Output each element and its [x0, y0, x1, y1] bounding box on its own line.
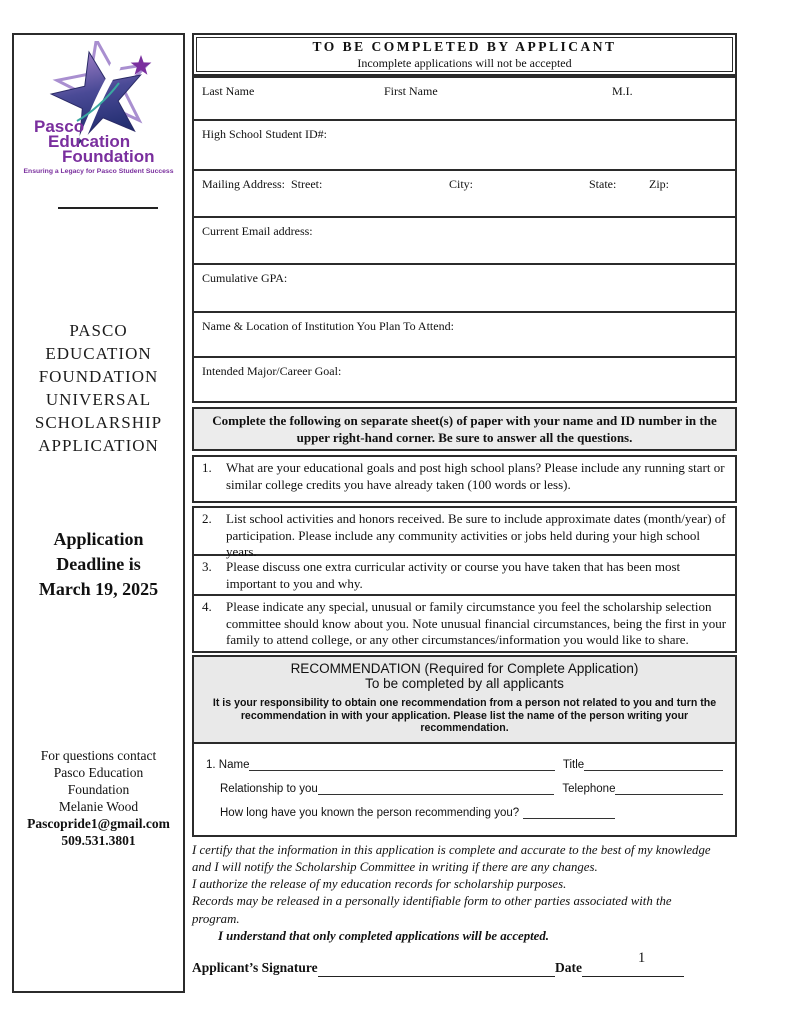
foundation-logo [20, 41, 177, 211]
zip-label: Zip: [649, 177, 669, 191]
signature-label: Applicant’s Signature [192, 960, 318, 976]
institution-label: Name & Location of Institution You Plan To Attend: [202, 319, 454, 333]
how-long-row [206, 806, 723, 819]
question-text: Please indicate any special, unusual or family circumstance you feel the scholarship selection committee should know about you. Note unusual financial circumstances, being the first in your family to attend college, or any other circumstances/information you would like to share. [226, 599, 727, 647]
question-3 [192, 556, 737, 596]
contact-line: Pasco Education [53, 765, 144, 780]
student-id-label: High School Student ID#: [202, 127, 327, 141]
recommendation-subtitle: To be completed by all applicants [365, 676, 564, 691]
date-label: Date [555, 960, 582, 976]
recommendation-section [192, 655, 737, 837]
how-long-label: How long have you known the person recommending you? [220, 806, 520, 819]
recommendation-fields [194, 744, 735, 835]
page-number: 1 [638, 950, 646, 966]
telephone-label: Telephone [562, 782, 616, 795]
major-field[interactable] [192, 358, 737, 403]
state-label: State: [589, 177, 617, 191]
question-text: Please discuss one extra curricular activity or course you have taken that has been most important to you and why. [226, 559, 681, 591]
signature-row [192, 959, 684, 976]
date-blank[interactable] [582, 963, 684, 977]
recommender-title-blank[interactable] [584, 758, 723, 771]
certification-line: I authorize the release of my education records for scholarship purposes. [192, 877, 567, 892]
contact-email: Pascopride1@gmail.com [27, 816, 170, 831]
title-line: FOUNDATION [38, 367, 159, 386]
city-label: City: [449, 177, 474, 191]
form-header-title: TO BE COMPLETED BY APPLICANT [312, 39, 617, 54]
recommender-title-label: Title [562, 758, 585, 771]
mi-label: M.I. [612, 84, 633, 98]
certification-line: I certify that the information in this application is complete and accurate to the best of my knowledge and I will notify the Scholarship Committee in writing if there are any changes. [192, 842, 711, 874]
institution-field[interactable] [192, 313, 737, 358]
recommendation-header [194, 657, 735, 744]
recommendation-title: RECOMMENDATION (Required for Complete Application) [290, 661, 639, 676]
contact-info [14, 747, 183, 849]
deadline-notice [14, 527, 183, 602]
logo-word-foundation: Foundation [62, 147, 155, 166]
relationship-row [206, 782, 723, 795]
email-field[interactable] [192, 218, 737, 265]
question-2 [192, 506, 737, 559]
how-long-blank[interactable] [523, 806, 615, 819]
email-label: Current Email address: [202, 224, 313, 238]
essay-instructions: Complete the following on separate sheet(s) of paper with your name and ID number in the upper right-hand corner. Be sure to answer all the questions. [192, 407, 737, 451]
question-text: List school activities and honors received. Be sure to include approximate dates (month/year) of participation. Please include any community activities or jobs held during your high school years. [226, 511, 726, 559]
contact-line: Foundation [67, 782, 130, 797]
gpa-field[interactable] [192, 265, 737, 313]
title-line: PASCO [69, 321, 128, 340]
deadline-date: March 19, 2025 [38, 579, 159, 599]
application-title [14, 319, 183, 457]
telephone-blank[interactable] [615, 782, 723, 795]
title-line: EDUCATION [45, 344, 152, 363]
recommender-name-label: 1. Name [206, 758, 250, 771]
title-line: SCHOLARSHIP [34, 413, 163, 432]
logo-wordmark [20, 119, 177, 164]
name-row-field[interactable] [192, 76, 737, 121]
contact-line: For questions contact [40, 748, 157, 763]
certification-emphasis: I understand that only completed applications will be accepted. [218, 928, 549, 943]
first-name-label: First Name [384, 84, 438, 98]
question-number: 4. [202, 599, 212, 614]
major-label: Intended Major/Career Goal: [202, 364, 342, 378]
recommendation-instructions: It is your responsibility to obtain one recommendation from a person not related to you and turn the recommendation in with your application. Please list the name of the person writing your recommendation. [212, 697, 717, 734]
question-text: What are your educational goals and post high school plans? Please include any running start or similar college credits you have already taken (100 words or less). [226, 460, 725, 492]
certification-statement [192, 842, 714, 977]
title-line: UNIVERSAL [45, 390, 152, 409]
relationship-label: Relationship to you [220, 782, 318, 795]
contact-name: Melanie Wood [58, 799, 139, 814]
form-header-subtitle: Incomplete applications will not be accepted [357, 56, 572, 70]
contact-phone: 509.531.3801 [61, 833, 136, 848]
logo-word-education: Education [48, 132, 131, 151]
street-label: Mailing Address: Street: [202, 177, 323, 191]
question-1 [192, 455, 737, 503]
sidebar [12, 33, 185, 993]
recommender-name-row [206, 758, 723, 771]
certification-line: Records may be released in a personally identifiable form to other parties associated with the program. [192, 894, 672, 926]
question-4 [192, 596, 737, 653]
recommender-name-blank[interactable] [249, 758, 554, 771]
title-line: APPLICATION [38, 436, 159, 455]
relationship-blank[interactable] [318, 782, 555, 795]
sidebar-divider [58, 207, 158, 209]
last-name-label: Last Name [202, 84, 255, 98]
mailing-address-field[interactable] [192, 171, 737, 218]
gpa-label: Cumulative GPA: [202, 271, 288, 285]
logo-word-pasco: Pasco [34, 117, 85, 136]
form-header-box [192, 33, 737, 76]
student-id-field[interactable] [192, 121, 737, 171]
deadline-line: Application [53, 529, 144, 549]
question-number: 1. [202, 460, 212, 475]
deadline-line: Deadline is [56, 554, 141, 574]
question-number: 3. [202, 559, 212, 574]
signature-blank[interactable] [318, 963, 555, 977]
question-number: 2. [202, 511, 212, 526]
form-main-column [192, 33, 737, 977]
logo-tagline: Ensuring a Legacy for Pasco Student Success [23, 168, 174, 175]
form-header-inner [196, 37, 733, 72]
